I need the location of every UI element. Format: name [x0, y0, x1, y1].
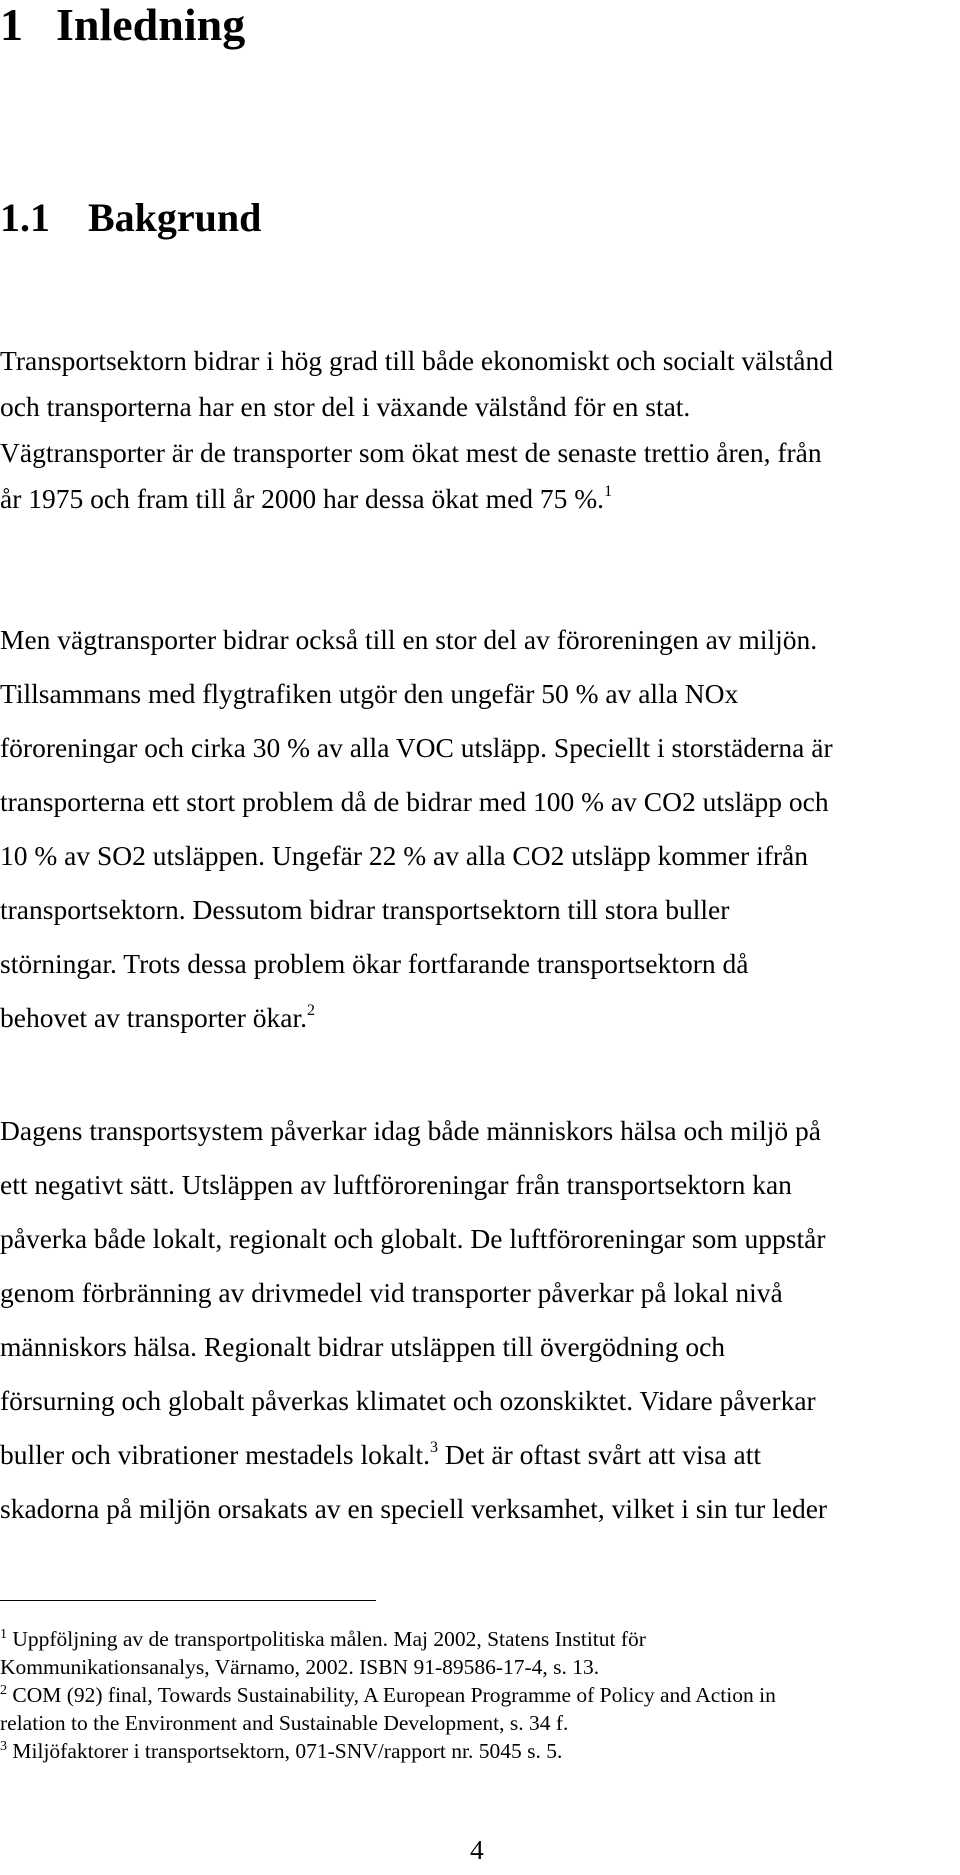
paragraph-line: [0, 476, 958, 522]
paragraph-line: ett negativt sätt. Utsläppen av luftföroreningar från transportsektorn kan: [0, 1169, 792, 1200]
footnote-line: [0, 1625, 958, 1653]
footnote-ref-3[interactable]: 3: [429, 1439, 438, 1456]
paragraph-line: människors hälsa. Regionalt bidrar utsläppen till övergödning och: [0, 1331, 726, 1362]
footnotes: [0, 1625, 958, 1765]
paragraph-line: försurning och globalt påverkas klimatet och ozonskiktet. Vidare påverkar: [0, 1385, 816, 1416]
paragraph-line: störningar. Trots dessa problem ökar fortfarande transportsektorn då: [0, 948, 749, 979]
paragraph-line: och transporterna har en stor del i växande välstånd för en stat.: [0, 391, 691, 422]
chapter-title: Inledning: [56, 0, 246, 50]
paragraph-line: Transportsektorn bidrar i hög grad till både ekonomiskt och socialt välstånd: [0, 345, 834, 376]
paragraph-line: transportsektorn. Dessutom bidrar transportsektorn till stora buller: [0, 894, 730, 925]
chapter-heading: [0, 0, 245, 50]
paragraph-line: transporterna ett stort problem då de bidrar med 100 % av CO2 utsläpp och: [0, 786, 829, 817]
footnote-text: Uppföljning av de transportpolitiska målen. Maj 2002, Statens Institut för: [12, 1627, 646, 1651]
section-title: Bakgrund: [88, 195, 262, 240]
footnote-2: [0, 1681, 958, 1737]
footnote-separator: [0, 1600, 376, 1601]
paragraph-line: genom förbränning av drivmedel vid transporter påverkar på lokal nivå: [0, 1277, 783, 1308]
paragraph-line: skadorna på miljön orsakats av en speciell verksamhet, vilket i sin tur leder: [0, 1493, 828, 1524]
footnote-text: COM (92) final, Towards Sustainability, A European Programme of Policy and Action in: [12, 1683, 776, 1707]
paragraph-line-text: Det är oftast svårt att visa att: [437, 1439, 761, 1470]
paragraph-2: [0, 613, 958, 1045]
paragraph-line: Vägtransporter är de transporter som ökat mest de senaste trettio åren, från: [0, 437, 822, 468]
paragraph-line: Men vägtransporter bidrar också till en stor del av föroreningen av miljön.: [0, 624, 818, 655]
paragraph-line-text: behovet av transporter ökar.: [0, 1002, 307, 1033]
paragraph-line: Tillsammans med flygtrafiken utgör den ungefär 50 % av alla NOx: [0, 678, 739, 709]
paragraph-line: föroreningar och cirka 30 % av alla VOC utsläpp. Speciellt i storstäderna är: [0, 732, 833, 763]
footnote-line: Kommunikationsanalys, Värnamo, 2002. ISBN 91-89586-17-4, s. 13.: [0, 1655, 600, 1679]
footnote-line: [0, 1737, 958, 1765]
page-number: 4: [470, 1834, 484, 1865]
footnote-1: [0, 1625, 958, 1681]
paragraph-line-text: år 1975 och fram till år 2000 har dessa ökat med 75 %.: [0, 483, 605, 514]
paragraph-line: påverka både lokalt, regionalt och globalt. De luftföroreningar som uppstår: [0, 1223, 826, 1254]
section-number: 1.1: [0, 195, 50, 240]
footnote-ref-1[interactable]: 1: [604, 483, 613, 500]
paragraph-line: 10 % av SO2 utsläppen. Ungefär 22 % av alla CO2 utsläpp kommer ifrån: [0, 840, 809, 871]
footnote-number: 2: [0, 1683, 7, 1698]
paragraph-line: [0, 991, 958, 1045]
footnote-line: [0, 1681, 958, 1709]
paragraph-line-text: buller och vibrationer mestadels lokalt.: [0, 1439, 430, 1470]
paragraph-1: [0, 338, 958, 522]
footnote-number: 3: [0, 1739, 7, 1754]
footnote-ref-2[interactable]: 2: [306, 1002, 315, 1019]
footnote-3: [0, 1737, 958, 1765]
footnote-number: 1: [0, 1627, 7, 1642]
paragraph-3: [0, 1104, 958, 1536]
paragraph-line: [0, 1428, 958, 1482]
paragraph-line: Dagens transportsystem påverkar idag både människors hälsa och miljö på: [0, 1115, 821, 1146]
chapter-number: 1: [0, 0, 23, 50]
footnote-text: Miljöfaktorer i transportsektorn, 071-SNV/rapport nr. 5045 s. 5.: [12, 1739, 563, 1763]
footnote-line: relation to the Environment and Sustainable Development, s. 34 f.: [0, 1711, 569, 1735]
section-heading: [0, 195, 261, 241]
